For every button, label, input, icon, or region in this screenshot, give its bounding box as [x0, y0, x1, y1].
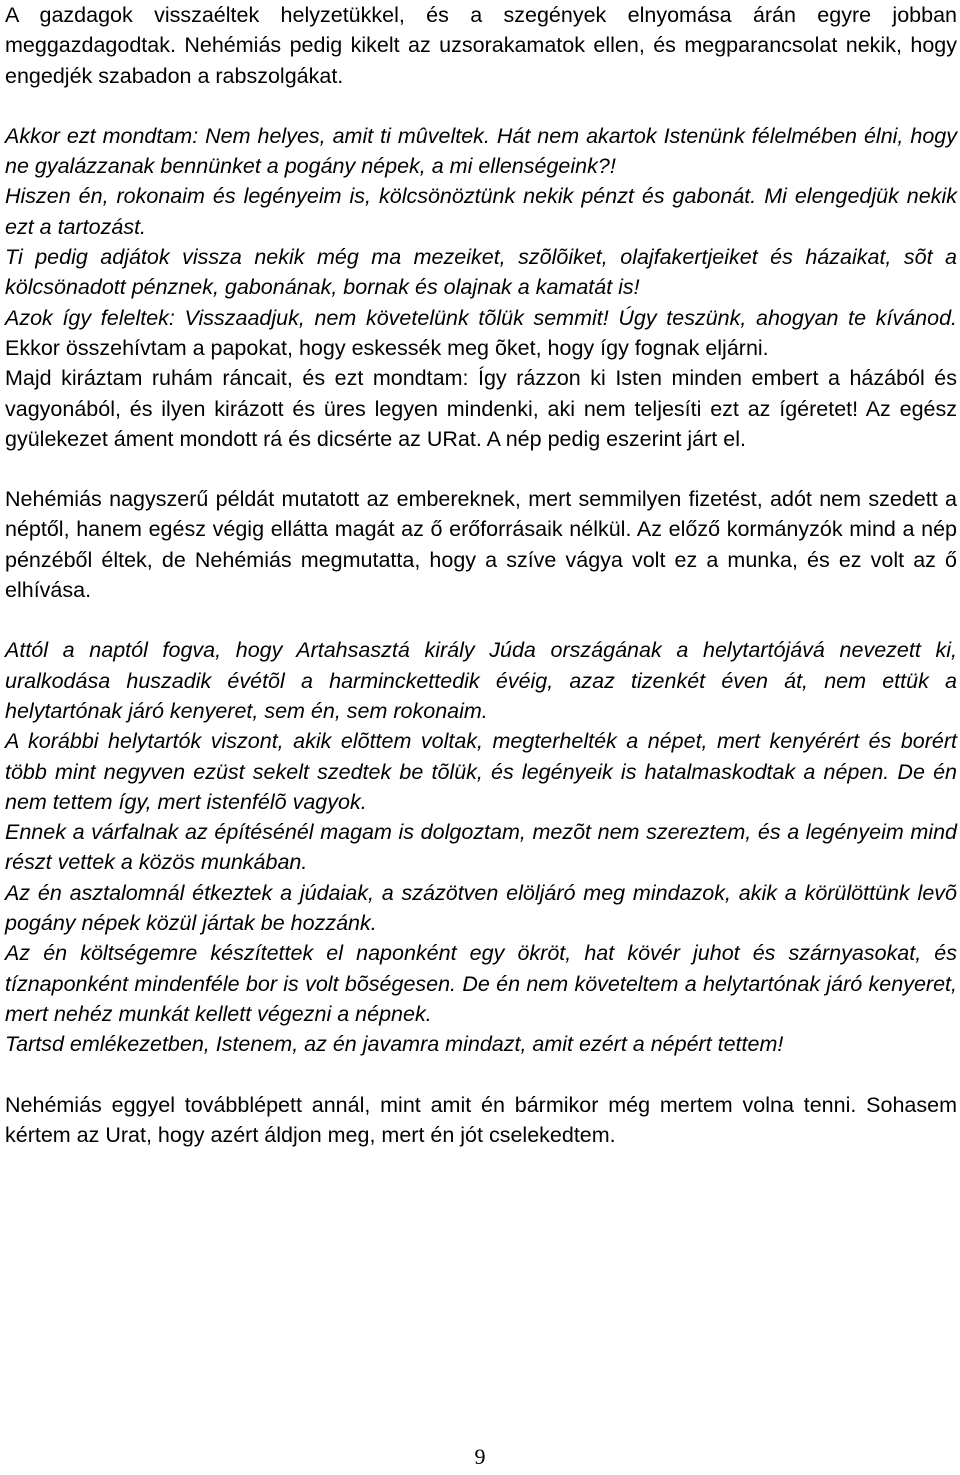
commentary-paragraph: Nehémiás eggyel továbblépett annál, mint amit én bármikor még mertem volna tenni. Sohasem kértem az Urat, hogy azért áldjon meg, mert én jót cselekedtem. — [5, 1092, 957, 1147]
quote-paragraph: Attól a naptól fogva, hogy Artahsasztá király Júda országának a helytartójává nevezett ki, uralkodása huszadik évétõl a harminckettedik évéig, azaz tizenkét éven át, nem ettük a helytartónak járó kenyeret, sem én, sem rokonaim. — [5, 638, 957, 723]
quote-paragraph: Ti pedig adjátok vissza nekik még ma mezeiket, szõlõiket, olajfakertjeiket és házaikat, sõt a kölcsönadott pénznek, gabonának, bornak és olajnak a kamatát is! — [5, 245, 957, 300]
paragraph-gap — [5, 605, 957, 635]
quote-paragraph: Majd kiráztam ruhám ráncait, és ezt mondtam: Így rázzon ki Isten minden embert a házából és vagyonából, és ilyen kirázott és üres legyen mindenki, aki nem teljesíti ezt az ígéretet! Az egész gyülekezet áment mondott rá és dicsérte az URat. A nép pedig eszerint járt el. — [5, 366, 957, 451]
quote-paragraph: A korábbi helytartók viszont, akik elõttem voltak, megterhelték a népet, mert kenyérért és borért több mint negyven ezüst sekelt szedtek be tõlük, és legényeik is hatalmaskodtak a népen. De én nem tettem így, mert istenfélõ vagyok. — [5, 729, 957, 814]
commentary-paragraph: Nehémiás nagyszerű példát mutatott az embereknek, mert semmilyen fizetést, adót nem szedett a néptől, hanem egész végig ellátta magát az ő erőforrásaik nélkül. Az előző kormányzók mind a nép pénzéből éltek, de Nehémiás megmutatta, hogy a szíve vágya volt ez a munka, és ez volt az ő elhívása. — [5, 487, 957, 603]
quote-paragraph: Az én asztalomnál étkeztek a júdaiak, a százötven elöljáró meg mindazok, akik a körülöttünk levõ pogány népek közül jártak be hozzánk. — [5, 880, 957, 936]
paragraph-gap — [5, 91, 957, 121]
page-number: 9 — [474, 1444, 486, 1469]
quote-paragraph: Ennek a várfalnak az építésénél magam is dolgoztam, mezõt nem szereztem, és a legényeim mind részt vettek a közös munkában. — [5, 820, 957, 875]
quote-paragraph-mixed — [5, 303, 957, 364]
paragraph-gap — [5, 454, 957, 484]
quote-paragraph: Az én költségemre készítettek el naponként egy ökröt, hat kövér juhot és szárnyasokat, és tíznaponként mindenféle bor is volt bõségesen. De én nem követeltem a helytartónak járó kenyeret, mert nehéz munkát kellett végezni a népnek. — [5, 941, 957, 1026]
paragraph-intro: A gazdagok visszaéltek helyzetükkel, és a szegények elnyomása árán egyre jobban meggazdagodtak. Nehémiás pedig kikelt az uzsorakamatok ellen, és megparancsolat nekik, hogy engedjék szabadon a rabszolgákat. — [5, 3, 957, 88]
paragraph-gap — [5, 1060, 957, 1090]
quote-text: Ekkor összehívtam a papokat, hogy eskessék meg õket, hogy így fognak eljárni. — [5, 335, 769, 360]
quote-paragraph: Akkor ezt mondtam: Nem helyes, amit ti mûveltek. Hát nem akartok Istenünk félelmében élni, hogy ne gyalázzanak bennünket a pogány népek, a mi ellenségeink?! — [5, 123, 957, 179]
quote-text: Azok így feleltek: Visszaadjuk, nem követelünk tõlük semmit! Úgy teszünk, ahogyan te kívánod. — [5, 305, 957, 330]
quote-paragraph: Tartsd emlékezetben, Istenem, az én javamra mindazt, amit ezért a népért tettem! — [5, 1032, 784, 1057]
document-page — [5, 0, 957, 1150]
quote-paragraph: Hiszen én, rokonaim és legényeim is, kölcsönöztünk nekik pénzt és gabonát. Mi elengedjük nekik ezt a tartozást. — [5, 184, 957, 239]
